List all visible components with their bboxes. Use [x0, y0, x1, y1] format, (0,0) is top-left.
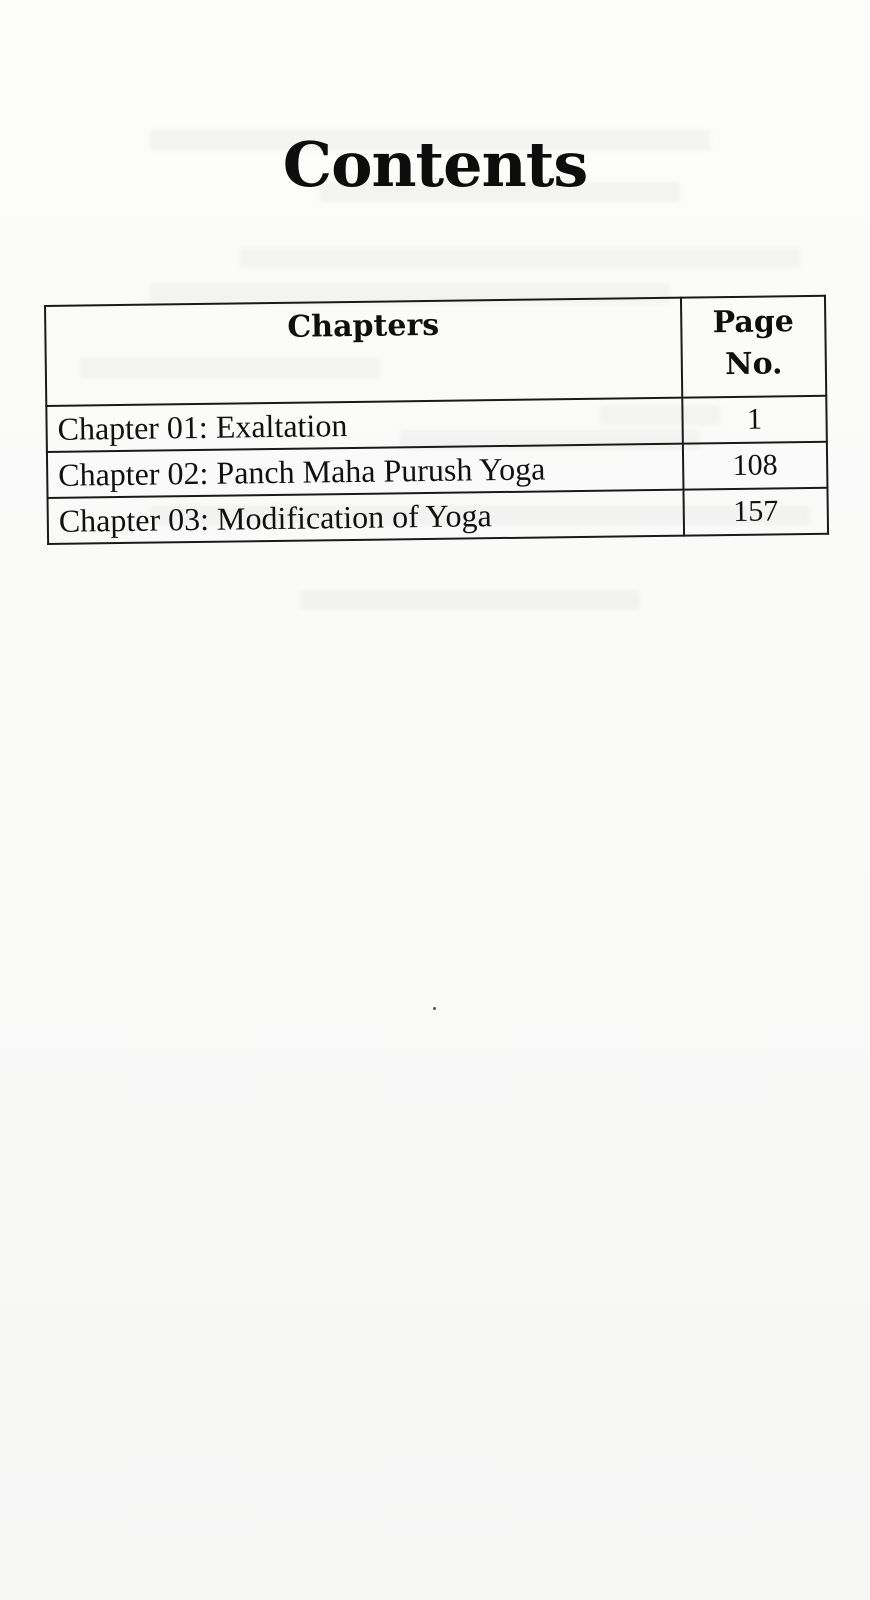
- chapter-title: Chapter 03: Modification of Yoga: [48, 490, 685, 544]
- contents-table: [44, 295, 829, 545]
- chapters-column-header: Chapters: [45, 298, 682, 406]
- page-header-line1: Page: [712, 304, 795, 341]
- page-title: Contents: [282, 128, 588, 201]
- chapter-page-number: 157: [683, 488, 828, 536]
- chapter-title: Chapter 02: Panch Maha Purush Yoga: [47, 444, 684, 498]
- page-header-line2: No.: [724, 346, 783, 383]
- chapter-title: Chapter 01: Exaltation: [46, 398, 683, 452]
- page-speck: [433, 1007, 436, 1010]
- chapter-page-number: 1: [682, 396, 827, 444]
- chapter-page-number: 108: [683, 442, 828, 490]
- table-row: [48, 488, 829, 544]
- page-no-column-header: [681, 296, 826, 398]
- table-header-row: [45, 296, 826, 406]
